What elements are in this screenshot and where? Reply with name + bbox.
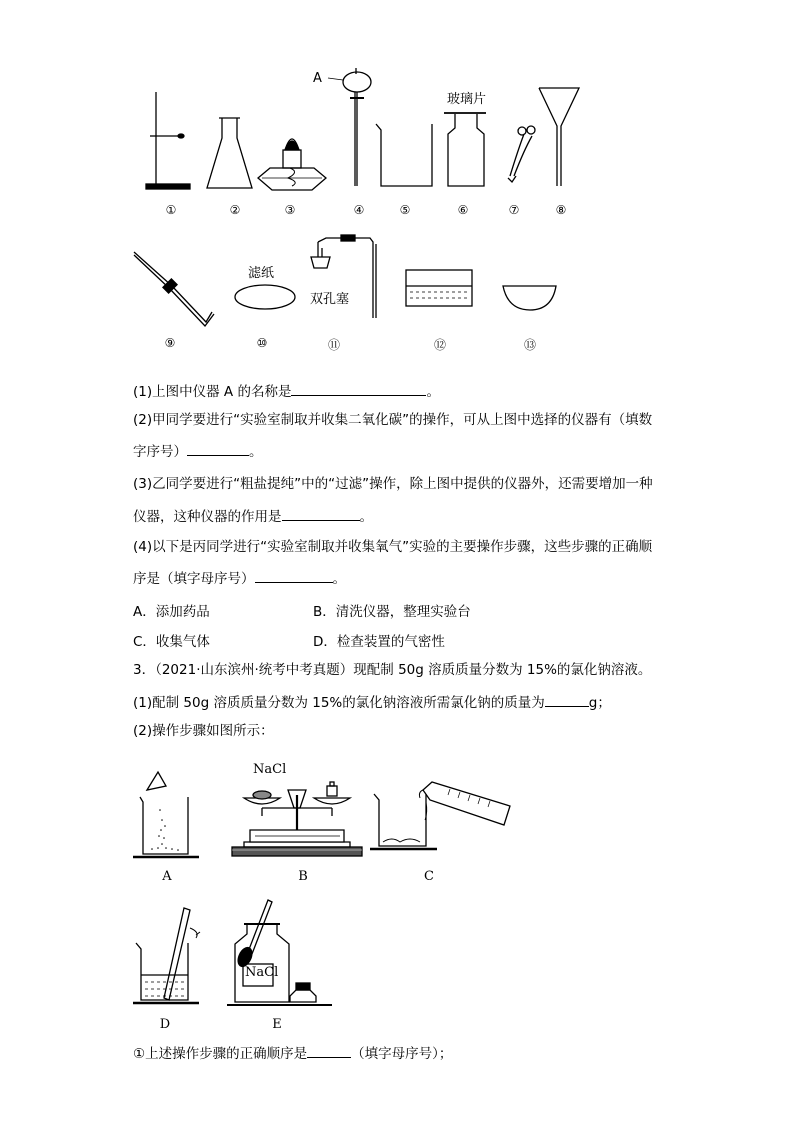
separatory-funnel-drawing xyxy=(328,68,371,186)
option-D: D．检查装置的气密性 xyxy=(313,634,445,650)
problem-3-part1-unit: g； xyxy=(588,695,611,711)
conical-flask-drawing xyxy=(207,118,252,188)
problem-3-part3-text: ①上述操作步骤的正确顺序是 xyxy=(133,1046,308,1062)
step-label: C xyxy=(424,869,434,884)
nacl-label-bottle: NaCl xyxy=(245,965,279,980)
iron-stand-drawing xyxy=(146,92,190,189)
problem-3-part2: (2)操作步骤如图所示： xyxy=(133,723,274,739)
step-B-drawing xyxy=(232,782,362,856)
water-trough-drawing xyxy=(406,270,472,306)
label-filter-paper: 滤纸 xyxy=(248,266,275,281)
apparatus-number: ⑦ xyxy=(508,203,520,217)
question-4-line1: (4)以下是丙同学进行“实验室制取并收集氧气”实验的主要操作步骤，这些步骤的正确顺 xyxy=(133,539,653,555)
question-3-text: 仪器，这种仪器的作用是 xyxy=(133,509,282,525)
question-2-end: 。 xyxy=(249,444,263,460)
apparatus-number: ⑪ xyxy=(327,338,341,352)
label-glass-slide: 玻璃片 xyxy=(447,92,487,107)
apparatus-number: ⑫ xyxy=(433,338,447,352)
funnel-drawing xyxy=(539,88,579,186)
alcohol-lamp-drawing xyxy=(258,139,326,190)
problem-3-part1-text: (1)配制 50g 溶质质量分数为 15%的氯化钠溶液所需氯化钠的质量为 xyxy=(133,695,545,711)
option-A: A．添加药品 xyxy=(133,604,210,620)
step-D-drawing xyxy=(133,908,200,1003)
answer-blank[interactable] xyxy=(291,381,426,396)
question-4-line2 xyxy=(133,568,346,588)
step-label: E xyxy=(272,1017,282,1032)
evaporating-dish-drawing xyxy=(503,286,556,310)
crucible-tongs-drawing xyxy=(508,126,535,182)
step-E-drawing xyxy=(227,900,332,1005)
question-3-line1: (3)乙同学要进行“粗盐提纯”中的“过滤”操作，除上图中提供的仪器外，还需要增加一种 xyxy=(133,476,653,492)
option-B: B．清洗仪器，整理实验台 xyxy=(313,604,471,620)
gas-bottle-drawing xyxy=(444,113,486,186)
apparatus-number: ① xyxy=(165,203,177,217)
question-3-end: 。 xyxy=(359,509,373,525)
label-A: A xyxy=(313,71,322,86)
answer-blank[interactable] xyxy=(282,506,360,521)
problem-3-part3 xyxy=(133,1043,452,1063)
answer-blank[interactable] xyxy=(307,1043,351,1058)
question-1-text: (1)上图中仪器 A 的名称是 xyxy=(133,384,292,400)
step-label: A xyxy=(162,869,172,884)
option-C: C．收集气体 xyxy=(133,634,210,650)
problem-3-part3-end: （填字母序号）； xyxy=(351,1046,453,1062)
question-2-line2 xyxy=(133,441,263,461)
step-A-drawing xyxy=(133,772,199,857)
question-1 xyxy=(133,381,440,401)
steps-figure xyxy=(0,750,794,1040)
apparatus-number: ④ xyxy=(353,203,365,217)
delivery-tube-drawing xyxy=(134,252,214,326)
nacl-label-balance: NaCl xyxy=(253,762,287,777)
answer-blank[interactable] xyxy=(187,441,249,456)
filter-paper-drawing xyxy=(235,285,295,309)
apparatus-number: ⑬ xyxy=(523,338,537,352)
apparatus-number: ⑥ xyxy=(457,203,469,217)
apparatus-number: ⑨ xyxy=(164,336,176,350)
question-4-text: 序是（填字母序号） xyxy=(133,571,255,587)
apparatus-figure xyxy=(0,0,794,360)
answer-blank[interactable] xyxy=(545,692,589,707)
step-label: D xyxy=(159,1017,171,1032)
question-3-line2 xyxy=(133,506,373,526)
label-two-hole-stopper: 双孔塞 xyxy=(310,292,350,307)
question-1-end: 。 xyxy=(426,384,440,400)
question-2-text: 字序号） xyxy=(133,444,187,460)
problem-3-title: 3．（2021·山东滨州·统考中考真题）现配制 50g 溶质质量分数为 15%的氯化钠溶液。 xyxy=(133,662,652,678)
step-C-drawing xyxy=(370,782,510,849)
question-2-line1: (2)甲同学要进行“实验室制取并收集二氧化碳”的操作，可从上图中选择的仪器有（填数 xyxy=(133,412,653,428)
apparatus-number: ③ xyxy=(284,203,296,217)
problem-3-part1 xyxy=(133,692,611,712)
step-label: B xyxy=(298,869,308,884)
beaker-drawing xyxy=(376,124,432,186)
apparatus-number: ⑩ xyxy=(256,336,268,350)
apparatus-number: ⑧ xyxy=(555,203,567,217)
answer-blank[interactable] xyxy=(255,568,333,583)
apparatus-number: ⑤ xyxy=(399,203,411,217)
question-4-end: 。 xyxy=(332,571,346,587)
apparatus-number: ② xyxy=(229,203,241,217)
